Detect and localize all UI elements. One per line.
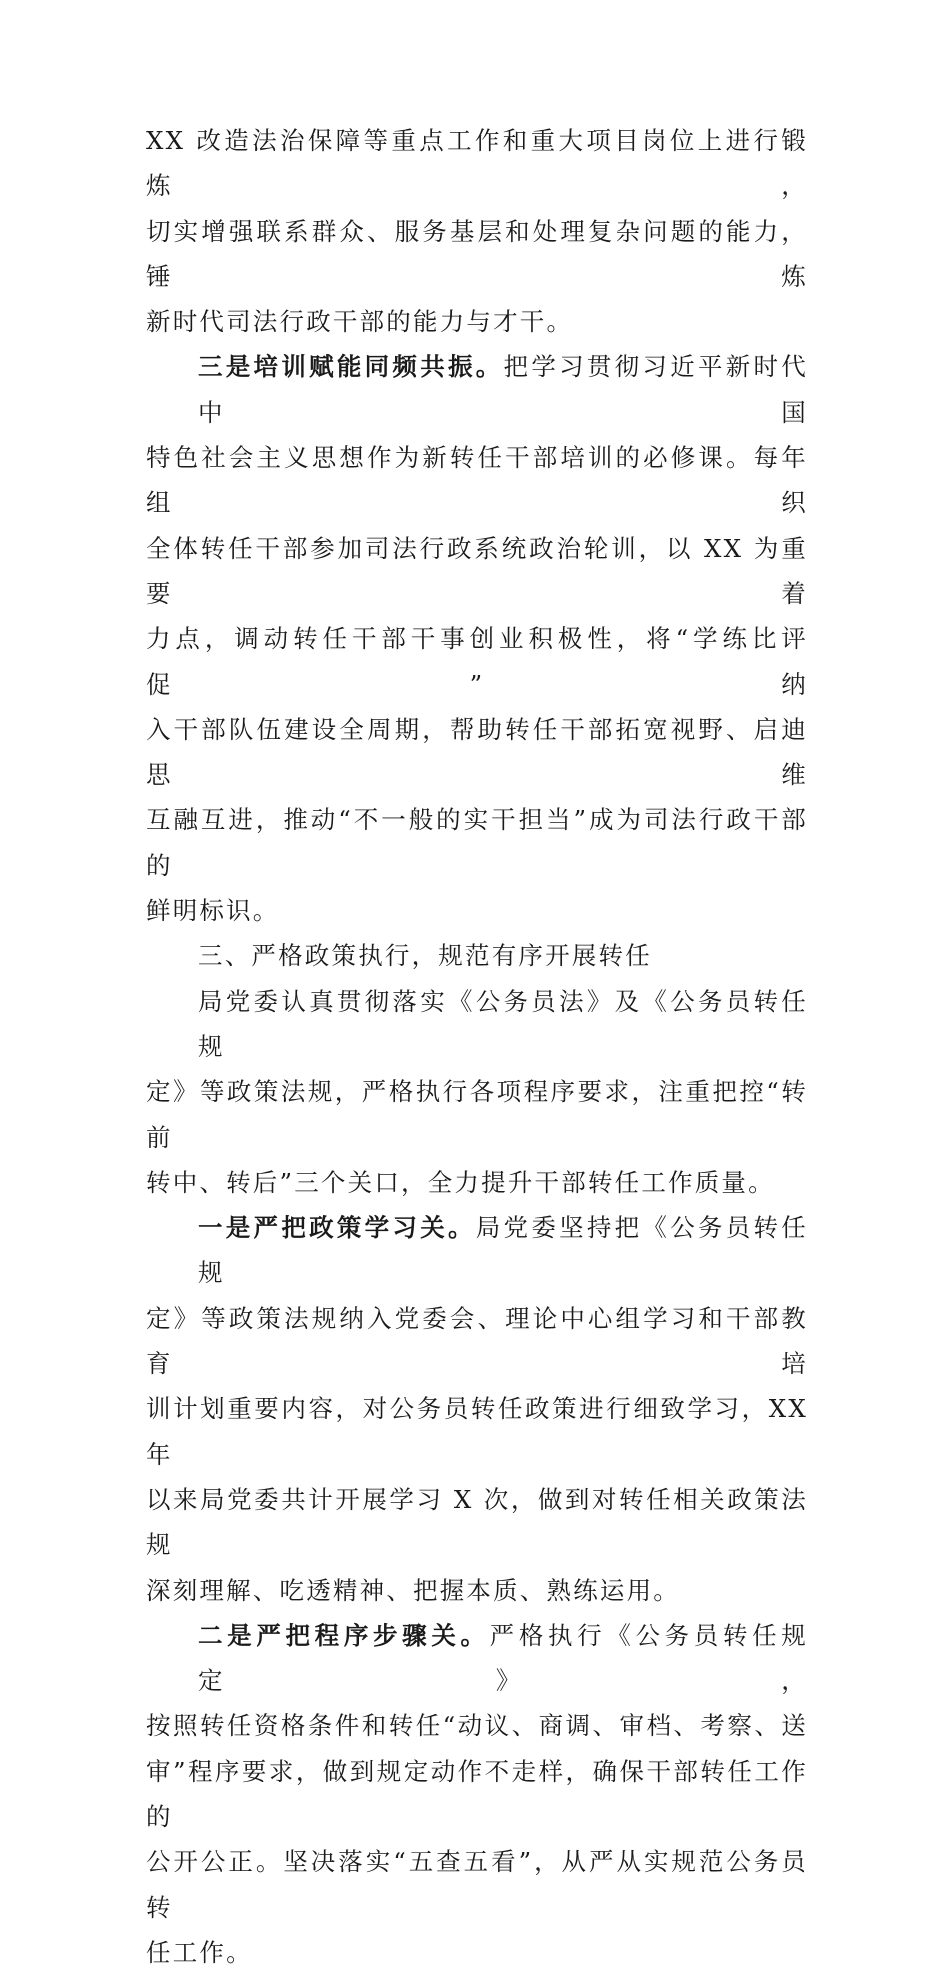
text-line: 互融互进，推动“不一般的实干担当”成为司法行政干部的 bbox=[146, 805, 808, 880]
paragraph-lead-bold: 一是严把政策学习关。 bbox=[198, 1213, 476, 1243]
text-line: 全体转任干部参加司法行政系统政治轮训，以 XX 为重要着 bbox=[146, 533, 808, 608]
text-line: 以来局党委共计开展学习 X 次，做到对转任相关政策法规 bbox=[146, 1484, 808, 1560]
paragraph-4 bbox=[146, 1205, 808, 1613]
text-line-first bbox=[146, 344, 808, 435]
text-line: 新时代司法行政干部的能力与才干。 bbox=[146, 307, 574, 337]
text-line: 定》等政策法规，严格执行各项程序要求，注重把控“转前 bbox=[146, 1077, 808, 1152]
text-line: 转中、转后”三个关口，全力提升干部转任工作质量。 bbox=[146, 1167, 775, 1197]
text-run: 局党委坚持把《公务员转任规 bbox=[198, 1213, 808, 1288]
text-line-first bbox=[146, 1613, 808, 1704]
text-run: 严格执行《公务员转任规定》， bbox=[198, 1620, 809, 1696]
paragraph-1 bbox=[146, 118, 808, 344]
text-line: XX 改造法治保障等重点工作和重大项目岗位上进行锻炼， bbox=[146, 126, 808, 201]
section-heading: 三、严格政策执行，规范有序开展转任 bbox=[198, 941, 652, 971]
text-line: 深刻理解、吃透精神、把握本质、熟练运用。 bbox=[146, 1575, 680, 1605]
text-line: 审”程序要求，做到规定动作不走样，确保干部转任工作的 bbox=[146, 1756, 808, 1831]
text-line: 按照转任资格条件和转任“动议、商调、审档、考察、送 bbox=[146, 1711, 808, 1741]
text-line: 局党委认真贯彻落实《公务员法》及《公务员转任规 bbox=[198, 986, 808, 1061]
text-line: 公开公正。坚决落实“五查五看”，从严从实规范公务员转 bbox=[146, 1847, 808, 1922]
text-line: 力点，调动转任干部干事创业积极性，将“学练比评促”纳 bbox=[146, 624, 808, 699]
text-line: 特色社会主义思想作为新转任干部培训的必修课。每年组织 bbox=[146, 443, 808, 518]
paragraph-3 bbox=[146, 979, 808, 1205]
text-run: 把学习贯彻习近平新时代中国 bbox=[198, 352, 809, 427]
text-line: 训计划重要内容，对公务员转任政策进行细致学习，XX 年 bbox=[146, 1394, 808, 1469]
document-body bbox=[146, 118, 808, 1975]
paragraph-5 bbox=[146, 1613, 808, 1975]
text-line: 定》等政策法规纳入党委会、理论中心组学习和干部教育培 bbox=[146, 1303, 808, 1379]
text-line-first bbox=[146, 1205, 808, 1296]
paragraph-2 bbox=[146, 344, 808, 933]
text-line: 鲜明标识。 bbox=[146, 896, 280, 926]
text-line: 入干部队伍建设全周期，帮助转任干部拓宽视野、启迪思维 bbox=[146, 714, 808, 790]
text-line: 切实增强联系群众、服务基层和处理复杂问题的能力，锤炼 bbox=[146, 216, 808, 291]
paragraph-lead-bold: 二是严把程序步骤关。 bbox=[198, 1620, 490, 1650]
text-line: 任工作。 bbox=[146, 1937, 253, 1967]
paragraph-lead-bold: 三是培训赋能同频共振。 bbox=[198, 352, 504, 382]
